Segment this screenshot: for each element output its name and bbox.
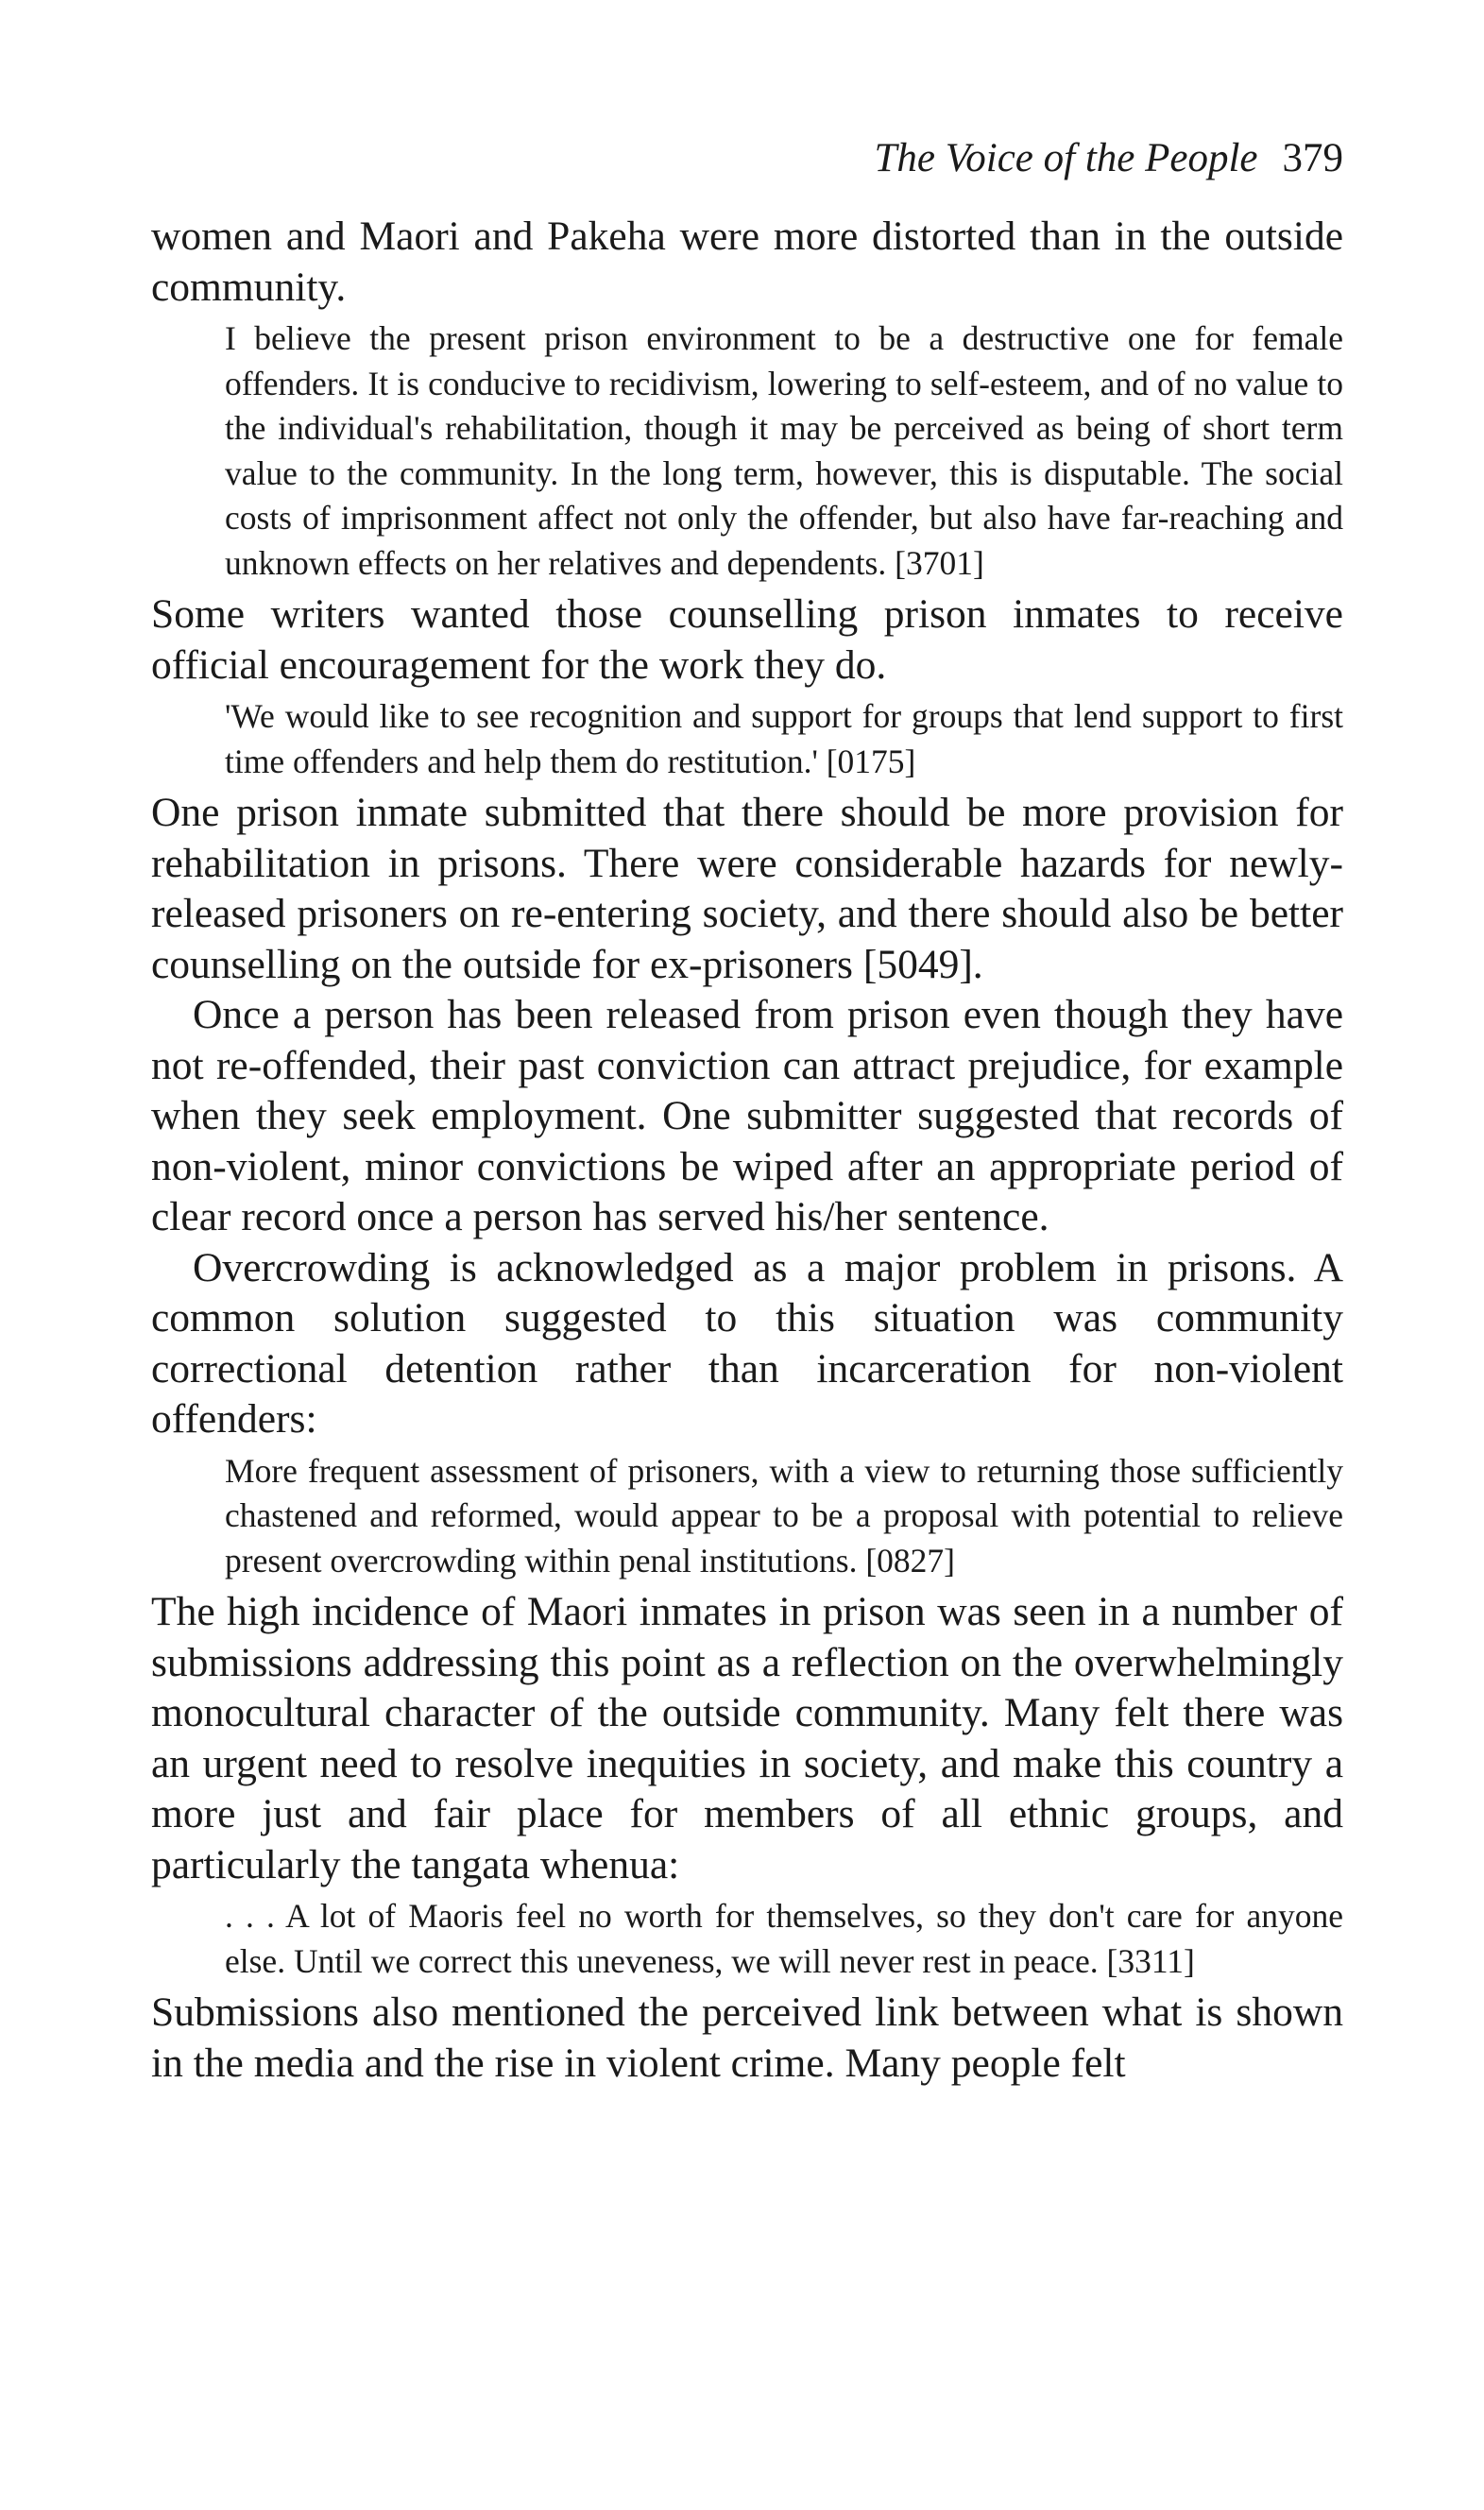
paragraph: One prison inmate submitted that there should be more provision for rehabilitation in prisons. There were considerable hazards for newly-released prisoners on re-entering society, and there should also be better counselling on the outside for ex-prisoners [5049]. <box>151 790 1343 987</box>
paragraph: Some writers wanted those counselling prison inmates to receive official encouragement for the work they do. <box>151 591 1343 688</box>
paragraph: Submissions also mentioned the perceived link between what is shown in the media and the rise in violent crime. Many people felt <box>151 1989 1343 2086</box>
paragraph: Once a person has been released from prison even though they have not re-offended, their past conviction can attract prejudice, for example when they seek employment. One submitter suggested that records of non-violent, minor convictions be wiped after an appropriate period of clear record once a person has served his/her sentence. <box>151 992 1343 1239</box>
block-quote: I believe the present prison environment to be a destructive one for female offenders. It is conducive to recidivism, lowering to self-esteem, and of no value to the individual's rehabilitation, though it may be perceived as being of short term value to the community. In the long term, however, this is disputable. The social costs of imprisonment affect not only the offender, but also have far-reaching and unknown effects on her relatives and dependents. [3701] <box>225 319 1343 582</box>
paragraph: women and Maori and Pakeha were more distorted than in the outside community. <box>151 213 1343 310</box>
block-quote: 'We would like to see recognition and support for groups that lend support to first time offenders and help them do restitution.' [0175] <box>225 697 1343 780</box>
block-quote: More frequent assessment of prisoners, with a view to returning those sufficiently chastened and reformed, would appear to be a proposal with potential to relieve present overcrowding within penal institutions. [0827] <box>225 1451 1343 1579</box>
running-title: The Voice of the People <box>874 136 1258 180</box>
paragraph: Overcrowding is acknowledged as a major problem in prisons. A common solution suggested to this situation was community correctional detention rather than incarceration for non-violent offenders: <box>151 1244 1343 1442</box>
page-number: 379 <box>1282 136 1343 180</box>
running-header <box>151 132 1343 185</box>
book-page <box>151 132 1343 2089</box>
block-quote: . . . A lot of Maoris feel no worth for themselves, so they don't care for anyone else. Until we correct this uneveness, we will never rest in peace. [3311] <box>225 1897 1343 1980</box>
paragraph: The high incidence of Maori inmates in prison was seen in a number of submissions addressing this point as a reflection on the overwhelmingly monocultural character of the outside community. Many felt there was an urgent need to resolve inequities in society, and make this country a more just and fair place for members of all ethnic groups, and particularly the tangata whenua: <box>151 1589 1343 1887</box>
